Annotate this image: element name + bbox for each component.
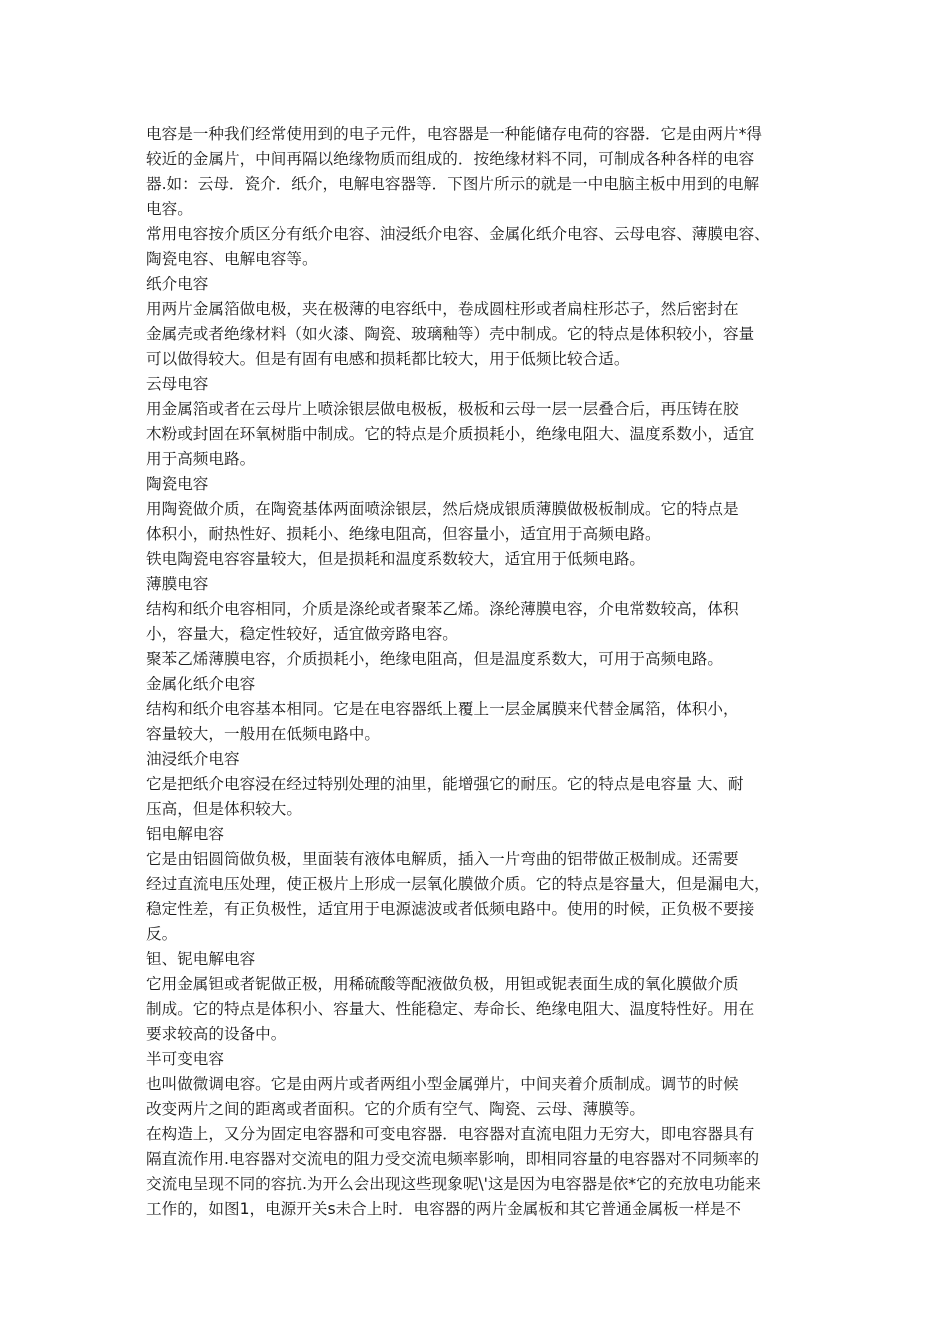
text-line: 在构造上，又分为固定电容器和可变电容器．电容器对直流电阻力无穷大，即电容器具有 <box>146 1125 755 1143</box>
text-line: 它是把纸介电容浸在经过特别处理的油里，能增强它的耐压。它的特点是电容量 大、耐 <box>146 775 744 793</box>
text-line: 用于高频电路。 <box>146 450 256 468</box>
text-line: 稳定性差，有正负极性，适宜用于电源滤波或者低频电路中。使用的时候，正负极不要接 <box>146 900 755 918</box>
text-line: 体积小，耐热性好、损耗小、绝缘电阻高，但容量小，适宜用于高频电路。 <box>146 525 661 543</box>
text-line: 陶瓷电容、电解电容等。 <box>146 250 318 268</box>
text-line: 小，容量大，稳定性较好，适宜做旁路电容。 <box>146 625 458 643</box>
text-line: 用两片金属箔做电极，夹在极薄的电容纸中，卷成圆柱形或者扁柱形芯子，然后密封在 <box>146 300 739 318</box>
section-heading: 云母电容 <box>146 375 209 393</box>
text-line: 工作的，如图1，电源开关s未合上时．电容器的两片金属板和其它普通金属板一样是不 <box>146 1200 742 1218</box>
section-heading: 薄膜电容 <box>146 575 209 593</box>
text-line: 结构和纸介电容基本相同。它是在电容器纸上覆上一层金属膜来代替金属箔，体积小， <box>146 700 739 718</box>
text-line: 用陶瓷做介质，在陶瓷基体两面喷涂银层，然后烧成银质薄膜做极板制成。它的特点是 <box>146 500 739 518</box>
text-line: 它是由铝圆筒做负极，里面装有液体电解质，插入一片弯曲的铝带做正极制成。还需要 <box>146 850 739 868</box>
text-line: 也叫做微调电容。它是由两片或者两组小型金属弹片，中间夹着介质制成。调节的时候 <box>146 1075 739 1093</box>
text-line: 常用电容按介质区分有纸介电容、油浸纸介电容、金属化纸介电容、云母电容、薄膜电容、 <box>146 225 770 243</box>
text-line: 容量较大，一般用在低频电路中。 <box>146 725 380 743</box>
text-line: 它用金属钽或者铌做正极，用稀硫酸等配液做负极，用钽或铌表面生成的氧化膜做介质 <box>146 975 739 993</box>
text-line: 较近的金属片，中间再隔以绝缘物质而组成的．按绝缘材料不同，可制成各种各样的电容 <box>146 150 755 168</box>
section-heading: 金属化纸介电容 <box>146 675 256 693</box>
section-heading: 油浸纸介电容 <box>146 750 240 768</box>
text-line: 铁电陶瓷电容容量较大，但是损耗和温度系数较大，适宜用于低频电路。 <box>146 550 646 568</box>
document-body <box>146 122 816 1222</box>
text-line: 压高，但是体积较大。 <box>146 800 302 818</box>
text-line: 电容。 <box>146 200 193 218</box>
text-line: 制成。它的特点是体积小、容量大、性能稳定、寿命长、绝缘电阻大、温度特性好。用在 <box>146 1000 755 1018</box>
text-line: 聚苯乙烯薄膜电容，介质损耗小，绝缘电阻高，但是温度系数大，可用于高频电路。 <box>146 650 723 668</box>
text-line: 改变两片之间的距离或者面积。它的介质有空气、陶瓷、云母、薄膜等。 <box>146 1100 646 1118</box>
section-heading: 钽、铌电解电容 <box>146 950 256 968</box>
text-line: 结构和纸介电容相同，介质是涤纶或者聚苯乙烯。涤纶薄膜电容，介电常数较高，体积 <box>146 600 739 618</box>
section-heading: 纸介电容 <box>146 275 209 293</box>
text-line: 器.如：云母．瓷介．纸介，电解电容器等．下图片所示的就是一中电脑主板中用到的电解 <box>146 175 760 193</box>
text-line: 可以做得较大。但是有固有电感和损耗都比较大，用于低频比较合适。 <box>146 350 630 368</box>
text-line: 隔直流作用.电容器对交流电的阻力受交流电频率影响，即相同容量的电容器对不同频率的 <box>146 1150 760 1168</box>
text-line: 木粉或封固在环氧树脂中制成。它的特点是介质损耗小，绝缘电阻大、温度系数小，适宜 <box>146 425 755 443</box>
text-line: 要求较高的设备中。 <box>146 1025 287 1043</box>
section-heading: 半可变电容 <box>146 1050 224 1068</box>
text-line: 经过直流电压处理，使正极片上形成一层氧化膜做介质。它的特点是容量大，但是漏电大， <box>146 875 770 893</box>
text-line: 金属壳或者绝缘材料（如火漆、陶瓷、玻璃釉等）壳中制成。它的特点是体积较小，容量 <box>146 325 755 343</box>
section-heading: 铝电解电容 <box>146 825 224 843</box>
section-heading: 陶瓷电容 <box>146 475 209 493</box>
text-line: 电容是一种我们经常使用到的电子元件，电容器是一种能储存电荷的容器．它是由两片*得 <box>146 125 762 143</box>
text-line: 交流电呈现不同的容抗.为开么会出现这些现象呢\'这是因为电容器是依*它的充放电功能来 <box>146 1175 761 1193</box>
text-line: 用金属箔或者在云母片上喷涂银层做电极板，极板和云母一层一层叠合后，再压铸在胶 <box>146 400 739 418</box>
text-line: 反。 <box>146 925 178 943</box>
